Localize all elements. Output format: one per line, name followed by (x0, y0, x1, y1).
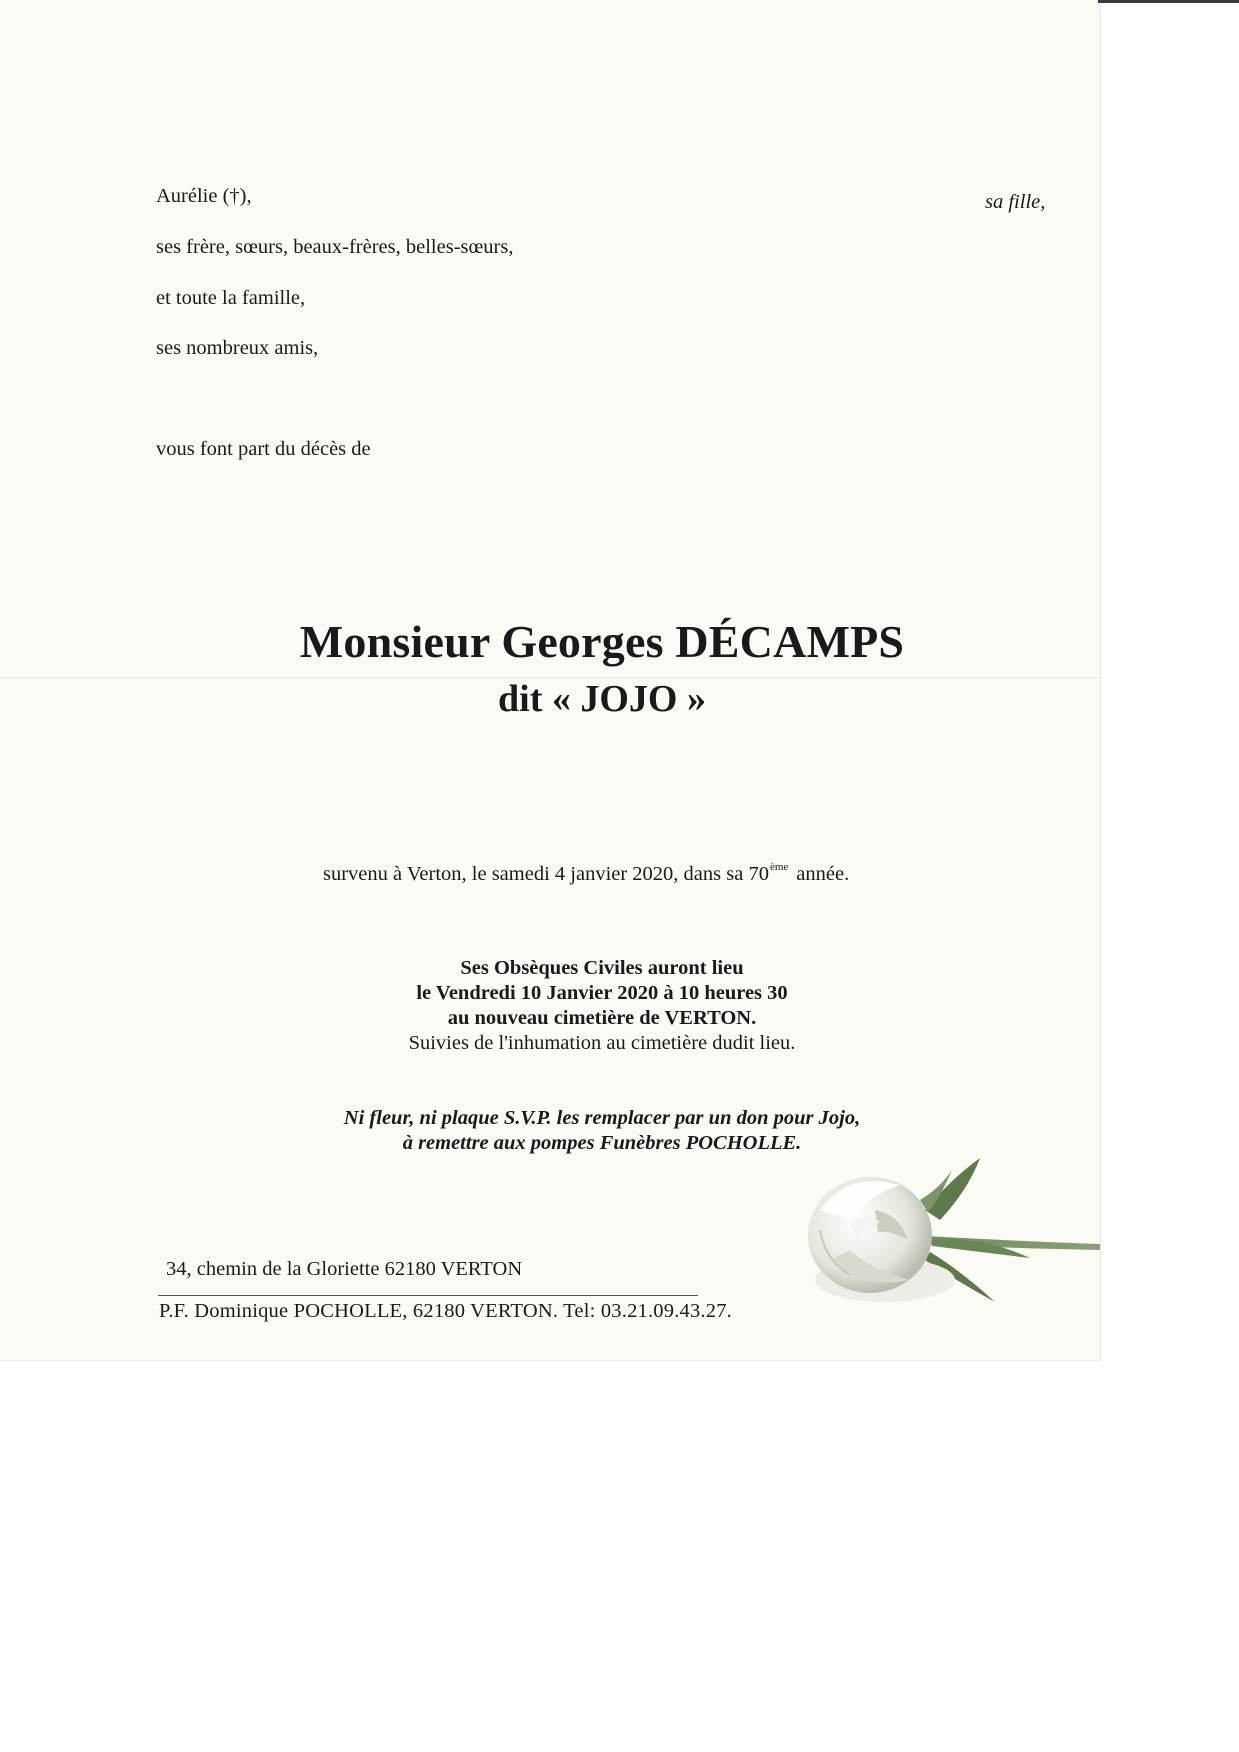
address-separator (158, 1295, 698, 1296)
flowers-line-2: à remettre aux pompes Funèbres POCHOLLE. (402, 1132, 802, 1154)
ordinal-suffix: ème (769, 861, 789, 873)
funeral-home-contact: P.F. Dominique POCHOLLE, 62180 VERTON. Tel: 03.21.09.43.27. (159, 1300, 732, 1322)
home-address: 34, chemin de la Gloriette 62180 VERTON (166, 1258, 523, 1280)
funeral-details (0, 956, 1204, 1056)
family-line-family: et toute la famille, (156, 287, 306, 309)
death-details (323, 855, 849, 886)
family-line-aurelie: Aurélie (†), (156, 185, 252, 207)
flowers-line-1: Ni fleur, ni plaque S.V.P. les remplacer par un don pour Jojo, (343, 1107, 861, 1129)
death-details-end: année. (796, 863, 850, 885)
death-details-text: survenu à Verton, le samedi 4 janvier 2020, dans sa 70 (323, 863, 769, 885)
deceased-alias: dit « JOJO » (498, 678, 706, 720)
funeral-line-2: le Vendredi 10 Janvier 2020 à 10 heures 30 (416, 982, 788, 1004)
family-line-friends: ses nombreux amis, (156, 337, 319, 359)
relation-label: sa fille, (985, 191, 1046, 213)
deceased-name: Monsieur Georges DÉCAMPS (299, 616, 905, 667)
white-rose-icon (790, 1140, 1100, 1320)
funeral-line-1: Ses Obsèques Civiles auront lieu (460, 957, 744, 979)
announcement-text: vous font part du décès de (156, 438, 371, 460)
scan-edge-line (1098, 0, 1239, 3)
funeral-line-3: au nouveau cimetière de VERTON. (447, 1007, 757, 1029)
family-line-siblings: ses frère, sœurs, beaux-frères, belles-sœurs, (156, 236, 514, 258)
funeral-line-4: Suivies de l'inhumation au cimetière dudit lieu. (408, 1032, 796, 1054)
